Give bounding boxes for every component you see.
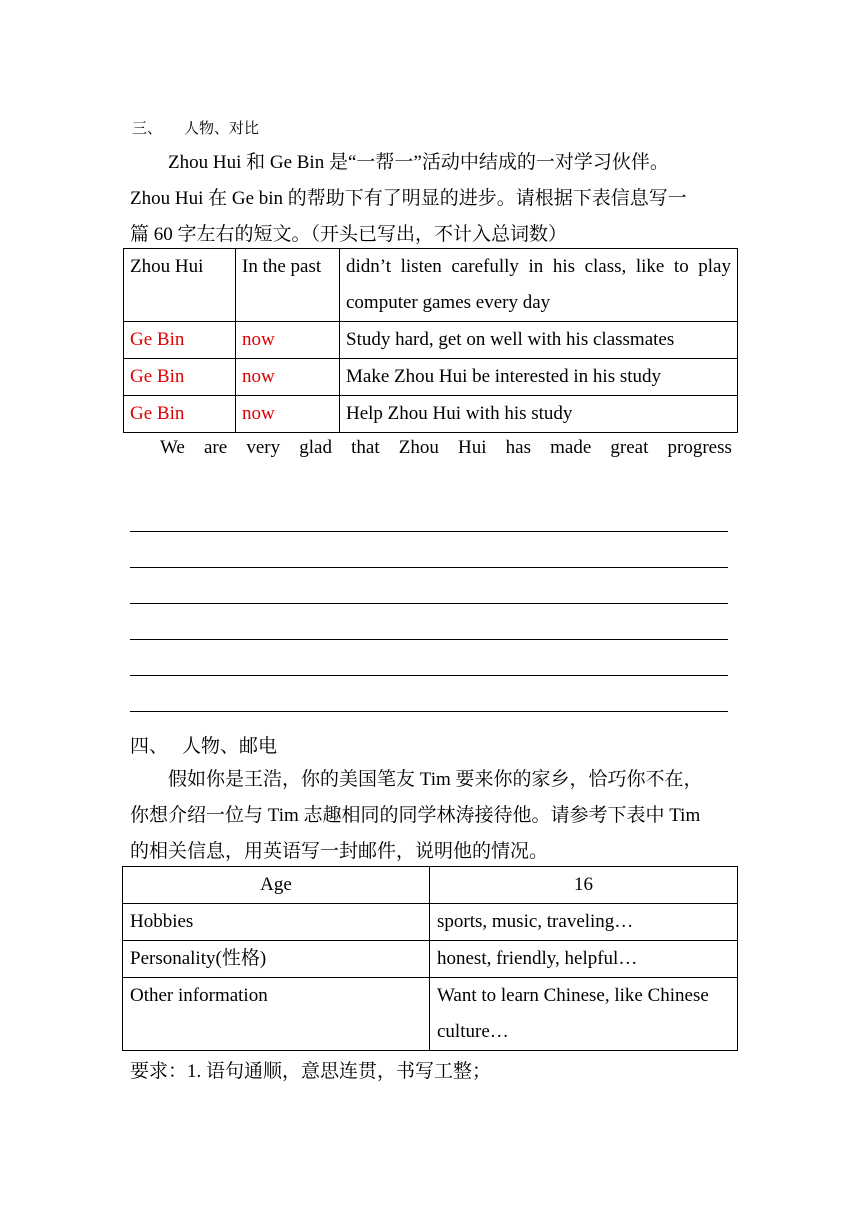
- answer-line[interactable]: [130, 532, 728, 568]
- answer-line[interactable]: [130, 676, 728, 712]
- section-4-number: 四、: [130, 736, 169, 757]
- requirement-text: 要求：1. 语句通顺，意思连贯，书写工整；: [130, 1061, 492, 1082]
- opening-word: very: [246, 437, 281, 458]
- detail-cell: Study hard, get on well with his classmates: [340, 322, 738, 359]
- detail-cell: Help Zhou Hui with his study: [340, 396, 738, 433]
- value-cell: honest, friendly, helpful…: [430, 941, 738, 978]
- person-cell: Ge Bin: [124, 396, 236, 433]
- table-row: [123, 978, 738, 1051]
- section-3-title: 人物、对比: [184, 121, 260, 137]
- intro-line: 假如你是王浩，你的美国笔友 Tim 要来你的家乡，恰巧你不在，: [168, 769, 703, 790]
- table-row: [123, 904, 738, 941]
- label-cell: Other information: [123, 978, 430, 1051]
- section-3-number: 三、: [132, 121, 163, 137]
- value-line: Want to learn Chinese, like Chinese: [437, 985, 709, 1006]
- answer-lines: [130, 496, 728, 712]
- value-cell: sports, music, traveling…: [430, 904, 738, 941]
- opening-word: made: [550, 437, 592, 458]
- label-cell: Age: [123, 867, 430, 904]
- detail-line: didn’t listen carefully in his class, like to play: [346, 256, 731, 277]
- table-row: [124, 396, 738, 433]
- comparison-table: [123, 248, 738, 433]
- time-cell: now: [236, 322, 340, 359]
- opening-word: We: [160, 437, 185, 458]
- table-row: [124, 359, 738, 396]
- opening-word: glad: [299, 437, 332, 458]
- value-cell: 16: [430, 867, 738, 904]
- intro-line: 你想介绍一位与 Tim 志趣相同的同学林涛接待他。请参考下表中 Tim: [130, 805, 701, 826]
- opening-word: great: [610, 437, 649, 458]
- intro-line: 篇 60 字左右的短文。（开头已写出，不计入总词数）: [130, 224, 568, 245]
- detail-cell: Make Zhou Hui be interested in his study: [340, 359, 738, 396]
- detail-line: computer games every day: [346, 292, 551, 313]
- time-cell: now: [236, 396, 340, 433]
- answer-line[interactable]: [130, 496, 728, 532]
- table-row: [124, 249, 738, 322]
- section-4-heading: [130, 731, 277, 758]
- label-cell: Hobbies: [123, 904, 430, 941]
- intro-line: 的相关信息，用英语写一封邮件，说明他的情况。: [130, 841, 549, 862]
- person-cell: Ge Bin: [124, 359, 236, 396]
- person-cell: Zhou Hui: [124, 249, 236, 322]
- section-4-title: 人物、邮电: [182, 736, 278, 757]
- opening-word: that: [351, 437, 380, 458]
- value-cell: [430, 978, 738, 1051]
- label-cell: Personality(性格): [123, 941, 430, 978]
- answer-line[interactable]: [130, 604, 728, 640]
- table-row: [123, 941, 738, 978]
- person-cell: Ge Bin: [124, 322, 236, 359]
- section-4-intro: [130, 762, 735, 870]
- opening-word: has: [505, 437, 531, 458]
- table-row: [123, 867, 738, 904]
- intro-line: Zhou Hui 在 Ge bin 的帮助下有了明显的进步。请根据下表信息写一: [130, 188, 687, 209]
- answer-line[interactable]: [130, 640, 728, 676]
- opening-word: progress: [667, 437, 732, 458]
- section-3-heading: [132, 117, 259, 138]
- time-cell: In the past: [236, 249, 340, 322]
- tim-info-table: [122, 866, 738, 1051]
- answer-line[interactable]: [130, 568, 728, 604]
- value-line: culture…: [437, 1021, 509, 1042]
- time-cell: now: [236, 359, 340, 396]
- section-3-intro: [130, 145, 735, 253]
- table-row: [124, 322, 738, 359]
- detail-cell: [340, 249, 738, 322]
- opening-word: Zhou: [398, 437, 439, 458]
- opening-word: Hui: [458, 437, 487, 458]
- intro-line: Zhou Hui 和 Ge Bin 是“一帮一”活动中结成的一对学习伙伴。: [168, 152, 669, 173]
- essay-opening: [160, 437, 732, 459]
- opening-word: are: [204, 437, 228, 458]
